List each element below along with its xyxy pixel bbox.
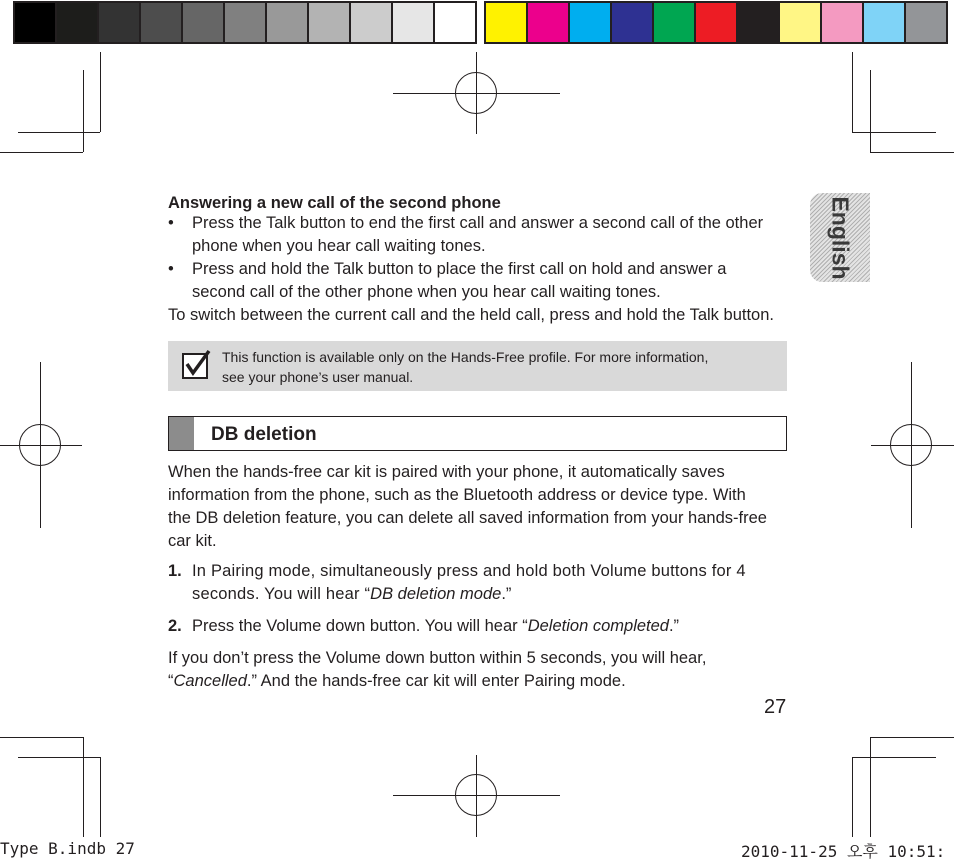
step-text-part: .” [668, 617, 680, 635]
registration-mark-line [476, 755, 477, 837]
crop-mark [870, 737, 871, 837]
step-text [192, 560, 786, 606]
outro-italic: Cancelled [173, 672, 247, 690]
crop-mark [852, 757, 936, 758]
bullet-item: Press the Talk button to end the first call and answer a second call of the other phone when you hear call waiting tones. [192, 214, 764, 255]
page-number: 27 [764, 696, 787, 718]
color-swatch [139, 1, 181, 44]
color-swatch [181, 1, 223, 44]
step-text-italic: DB deletion mode [370, 585, 502, 603]
color-swatch [55, 1, 97, 44]
step-number: 2. [168, 617, 182, 635]
language-tab-label: English [827, 195, 854, 280]
db-deletion-intro: When the hands-free car kit is paired with your phone, it automatically saves information from the phone, such as the Bluetooth address or device type. With the DB deletion feature, you can delete all saved information from your hands-free car kit. [168, 463, 767, 550]
color-swatch [97, 1, 139, 44]
section-header-tab [169, 417, 194, 450]
color-swatch [610, 1, 652, 44]
crop-mark [100, 757, 101, 837]
color-swatch [694, 1, 736, 44]
color-swatch [652, 1, 694, 44]
color-swatch [778, 1, 820, 44]
registration-mark-line [871, 445, 954, 446]
step-number: 1. [168, 562, 182, 580]
crop-mark [18, 132, 100, 133]
note-text [222, 347, 708, 387]
registration-mark-line [40, 362, 41, 528]
color-calibration-bar [484, 1, 948, 44]
bullet-marker: • [168, 214, 174, 232]
color-swatch [307, 1, 349, 44]
bullet-marker: • [168, 260, 174, 278]
crop-mark [0, 152, 83, 153]
section-header-bar [168, 416, 787, 451]
crop-mark [870, 70, 871, 152]
step-text [192, 615, 786, 638]
crop-mark [852, 132, 936, 133]
color-swatch [526, 1, 568, 44]
crop-mark [852, 757, 853, 837]
check-note-icon [182, 353, 208, 379]
outro-quote: “ [168, 672, 174, 690]
color-swatch [484, 1, 526, 44]
crop-mark [870, 737, 954, 738]
crop-mark [100, 52, 101, 132]
note-box [168, 341, 787, 391]
crop-mark [18, 757, 100, 758]
registration-mark-line [911, 362, 912, 528]
registration-mark-line [476, 52, 477, 134]
color-swatch [568, 1, 610, 44]
outro-line: If you don’t press the Volume down button within 5 seconds, you will hear, [168, 649, 707, 667]
crop-mark [83, 737, 84, 837]
step-text-part: .” [501, 585, 512, 603]
crop-mark [852, 52, 853, 132]
color-swatch [391, 1, 433, 44]
second-call-heading: Answering a new call of the second phone [168, 194, 501, 212]
color-swatch [904, 1, 948, 44]
db-deletion-outro [168, 647, 768, 693]
outro-text: .” And the hands-free car kit will enter Pairing mode. [246, 672, 626, 690]
color-swatch [223, 1, 265, 44]
note-line: see your phone’s user manual. [222, 369, 414, 385]
step-text-italic: Deletion completed [527, 617, 669, 635]
note-line: This function is available only on the Hands-Free profile. For more information, [222, 349, 709, 365]
crop-mark [83, 70, 84, 152]
outro-line [168, 670, 768, 693]
color-swatch [736, 1, 778, 44]
language-tab [810, 193, 870, 282]
bullet-item: Press and hold the Talk button to place the first call on hold and answer a second call of the other phone when you hear call waiting tones. [192, 260, 727, 301]
color-swatch [265, 1, 307, 44]
crop-mark [870, 152, 954, 153]
section-title: DB deletion [211, 424, 317, 445]
step-text-part: In Pairing mode, simultaneously press and hold both Volume buttons for 4 seconds. You will hear “ [192, 562, 746, 603]
grayscale-calibration-bar [13, 1, 477, 44]
color-swatch [13, 1, 55, 44]
crop-mark [0, 737, 83, 738]
footer-file-info: Type B.indb 27 [0, 839, 135, 858]
footer-timestamp: 2010-11-25 오후 10:51: [741, 842, 946, 861]
color-swatch [862, 1, 904, 44]
step-text-part: Press the Volume down button. You will hear “ [192, 617, 528, 635]
color-swatch [433, 1, 477, 44]
registration-mark-line [0, 445, 82, 446]
color-swatch [349, 1, 391, 44]
switch-call-text: To switch between the current call and the held call, press and hold the Talk button. [168, 306, 774, 324]
color-swatch [820, 1, 862, 44]
